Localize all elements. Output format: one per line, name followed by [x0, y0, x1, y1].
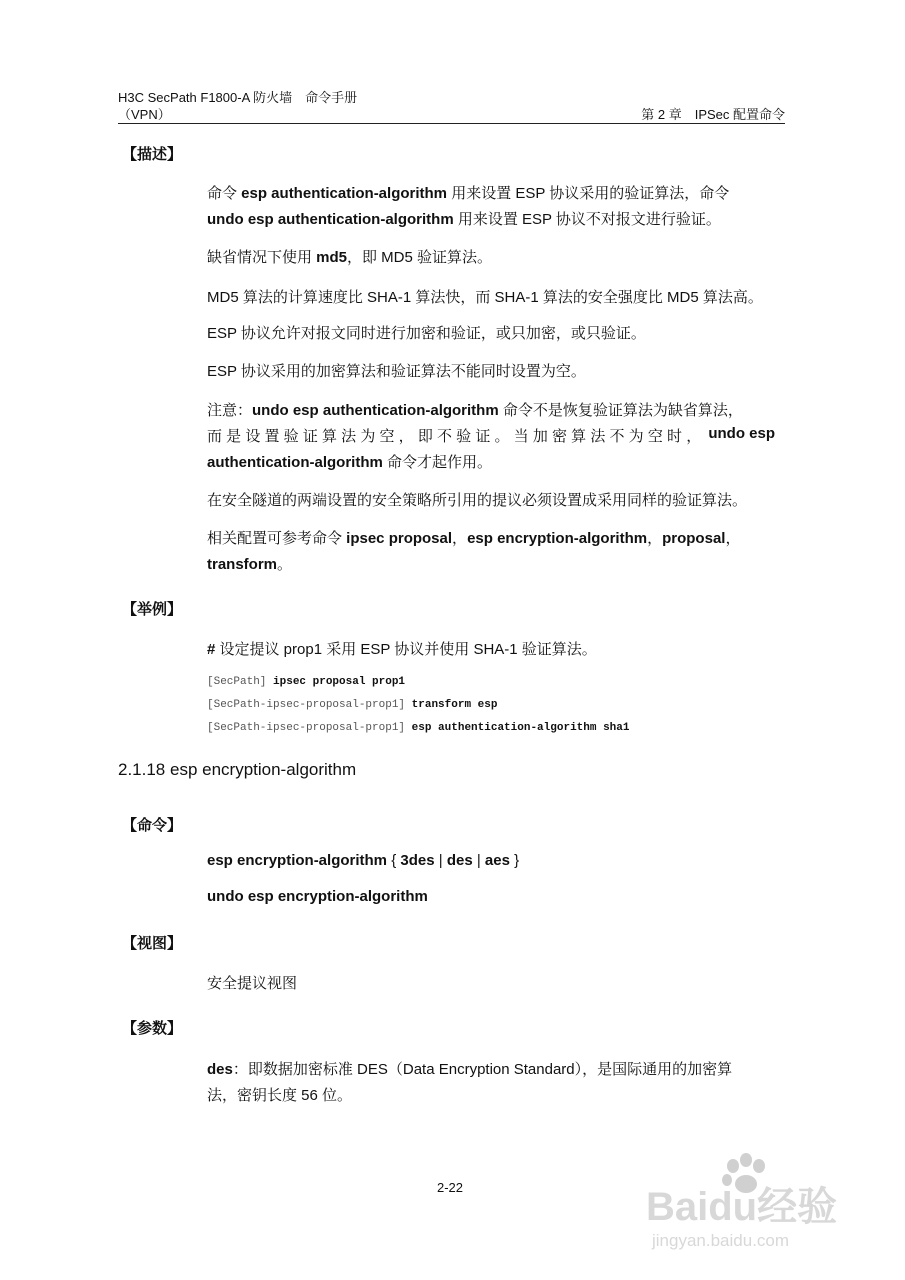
command-syntax-1: esp encryption-algorithm { 3des | des | aes } — [207, 852, 520, 869]
code-line-2: [SecPath-ipsec-proposal-prop1] transform esp — [207, 699, 498, 711]
params-line-1: des：即数据加密标准 DES（Data Encryption Standard），是国际通用的加密算 — [207, 1061, 733, 1078]
view-heading: 【视图】 — [122, 935, 183, 952]
desc-related-line-2: transform。 — [207, 556, 293, 573]
cmd-esp-auth: esp authentication-algorithm — [241, 185, 448, 202]
cmd-undo-esp-auth: undo esp authentication-algorithm — [207, 211, 454, 228]
params-line-2: 法，密钥长度 56 位。 — [207, 1087, 353, 1104]
desc-paragraph-7: 在安全隧道的两端设置的安全策略所引用的提议必须设置成采用同样的验证算法。 — [207, 492, 748, 509]
desc-paragraph-4: ESP 协议允许对报文同时进行加密和验证，或只加密，或只验证。 — [207, 325, 646, 342]
view-text: 安全提议视图 — [207, 975, 298, 992]
desc-paragraph-2: 缺省情况下使用 md5，即 MD5 验证算法。 — [207, 249, 493, 266]
watermark-brand: Baidu经验 — [646, 1185, 838, 1229]
example-heading: 【举例】 — [122, 601, 183, 618]
command-syntax-2: undo esp encryption-algorithm — [207, 888, 428, 905]
section-heading: 2.1.18 esp encryption-algorithm — [118, 760, 357, 779]
desc-paragraph-1a: 命令 esp authentication-algorithm 用来设置 ESP 协议采用的验证算法，命令 — [207, 185, 730, 202]
desc-paragraph-3: MD5 算法的计算速度比 SHA-1 算法快，而 SHA-1 算法的安全强度比 MD5 算法高。 — [207, 289, 763, 306]
page-number: 2-22 — [437, 1180, 464, 1195]
header-chapter: 第 2 章 IPSec 配置命令 — [641, 107, 785, 122]
description-heading: 【描述】 — [122, 146, 183, 163]
desc-note-line-3: authentication-algorithm 命令才起作用。 — [207, 454, 493, 471]
header-rule — [118, 123, 785, 124]
desc-paragraph-5: ESP 协议采用的加密算法和验证算法不能同时设置为空。 — [207, 363, 586, 380]
header-subtitle: （VPN） — [118, 107, 171, 122]
watermark-url: jingyan.baidu.com — [652, 1231, 790, 1250]
desc-note-line-1: 注意：undo esp authentication-algorithm 命令不是恢复验证算法为缺省算法， — [207, 402, 743, 419]
baidu-watermark — [640, 1150, 870, 1260]
desc-related-line-1: 相关配置可参考命令 ipsec proposal，esp encryption-algorithm，proposal， — [207, 530, 741, 547]
desc-paragraph-1b: undo esp authentication-algorithm 用来设置 ESP 协议不对报文进行验证。 — [207, 211, 721, 228]
desc-note-line-2: 而 是 设 置 验 证 算 法 为 空 ， 即 不 验 证 。 当 加 密 算 法 不 为 空 时 ， undo esp — [207, 425, 775, 445]
code-line-1: [SecPath] ipsec proposal prop1 — [207, 676, 406, 688]
header-title: H3C SecPath F1800-A 防火墙 命令手册 — [118, 90, 358, 105]
params-heading: 【参数】 — [122, 1020, 183, 1037]
paw-logo-icon — [640, 1150, 870, 1260]
command-heading: 【命令】 — [122, 817, 183, 834]
example-note: # 设定提议 prop1 采用 ESP 协议并使用 SHA-1 验证算法。 — [207, 641, 597, 658]
code-line-3: [SecPath-ipsec-proposal-prop1] esp authentication-algorithm sha1 — [207, 722, 630, 734]
